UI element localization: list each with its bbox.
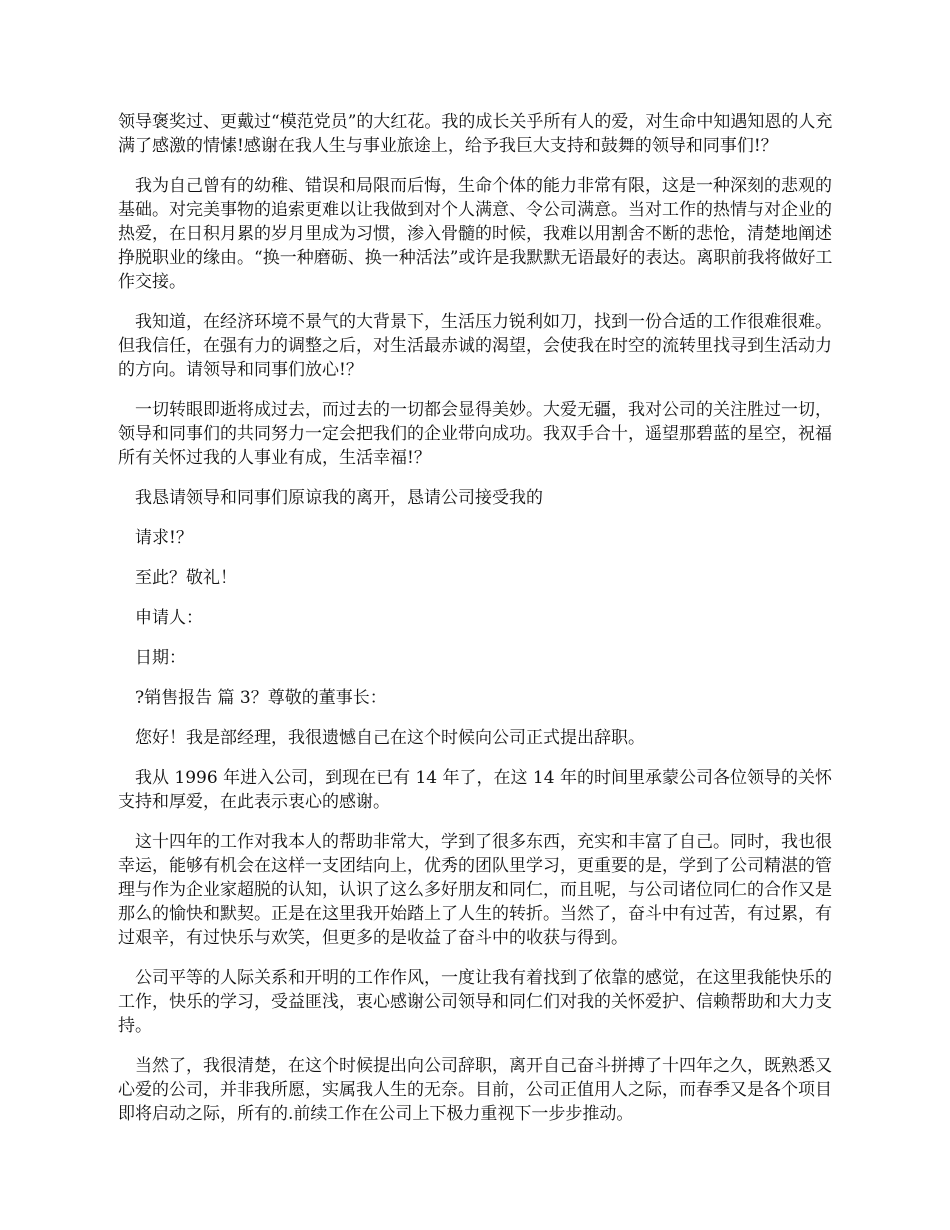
paragraph-economy: 我知道，在经济环境不景气的大背景下，生活压力锐利如刀，找到一份合适的工作很难很难。但我信任，在强有力的调整之后，对生活最赤诚的渴望，会使我在时空的流转里找寻到生活动力的方向。请领导和同事们放心!？ — [118, 312, 832, 380]
paragraph-history: 我从 1996 年进入公司，到现在已有 14 年了，在这 14 年的时间里承蒙公司各位领导的关怀支持和厚爱，在此表示衷心的感谢。 — [118, 768, 832, 812]
section-heading: ?销售报告 篇 3？尊敬的董事长： — [135, 688, 387, 708]
paragraph-resignation: 当然了，我很清楚，在这个时候提出向公司辞职，离开自己奋斗拼搏了十四年之久，既熟悉又心爱的公司，并非我所愿，实属我人生的无奈。目前，公司正值用人之际，而春季又是各个项目即将启动之际，所有的.前续工作在公司上下极力重视下一步步推动。 — [118, 1056, 832, 1124]
document-body — [118, 110, 833, 1142]
paragraph-request-end: 请求!？ — [135, 528, 193, 548]
paragraph-relations: 公司平等的人际关系和开明的工作作风，一度让我有着找到了依靠的感觉，在这里我能快乐的工作，快乐的学习，受益匪浅，衷心感谢公司领导和同仁们对我的关怀爱护、信赖帮助和大力支持。 — [118, 968, 832, 1036]
paragraph-greeting: 您好！我是部经理，我很遗憾自己在这个时候向公司正式提出辞职。 — [135, 728, 645, 748]
paragraph-blessing: 一切转眼即逝将成过去，而过去的一切都会显得美妙。大爱无疆，我对公司的关注胜过一切，领导和同事们的共同努力一定会把我们的企业带向成功。我双手合十，遥望那碧蓝的星空，祝福所有关怀过我的人事业有成，生活幸福!？ — [118, 400, 832, 468]
paragraph-continuation: 领导褒奖过、更戴过“模范党员”的大红花。我的成长关乎所有人的爱，对生命中知遇知恩的人充满了感激的情愫!感谢在我人生与事业旅途上，给予我巨大支持和鼓舞的领导和同事们!？ — [118, 112, 833, 156]
closing-salute: 至此？敬礼！ — [135, 568, 237, 588]
paragraph-request-line: 我恳请领导和同事们原谅我的离开，恳请公司接受我的 — [135, 488, 543, 508]
applicant-label: 申请人： — [135, 608, 203, 628]
paragraph-regret: 我为自己曾有的幼稚、错误和局限而后悔，生命个体的能力非常有限，这是一种深刻的悲观的基础。对完美事物的追索更难以让我做到对个人满意、令公司满意。当对工作的热情与对企业的热爱，在日积月累的岁月里成为习惯，渗入骨髓的时候，我难以用割舍不断的悲怆，清楚地阐述挣脱职业的缘由。“换一种磨砺、换一种活法”或许是我默默无语最好的表达。离职前我将做好工作交接。 — [118, 176, 833, 292]
paragraph-growth: 这十四年的工作对我本人的帮助非常大，学到了很多东西，充实和丰富了自己。同时，我也很幸运，能够有机会在这样一支团结向上，优秀的团队里学习，更重要的是，学到了公司精湛的管理与作为企业家超脱的认知，认识了这么多好朋友和同仁，而且呢，与公司诸位同仁的合作又是那么的愉快和默契。正是在这里我开始踏上了人生的转折。当然了，奋斗中有过苦，有过累，有过艰辛，有过快乐与欢笑，但更多的是收益了奋斗中的收获与得到。 — [118, 832, 832, 948]
date-label: 日期： — [135, 648, 186, 668]
